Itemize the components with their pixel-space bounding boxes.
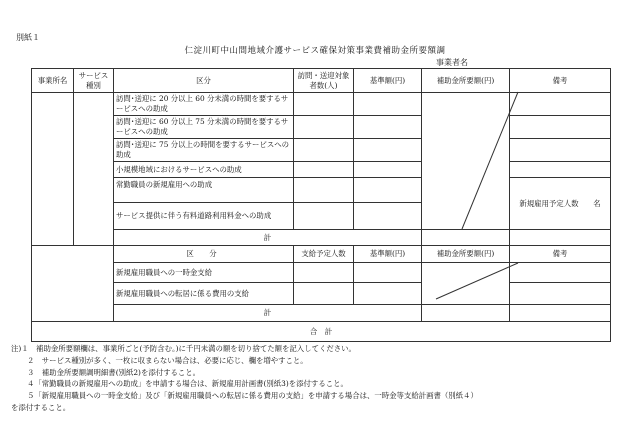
- target-count-cell[interactable]: [294, 116, 354, 139]
- subtotal-row-2: [32, 305, 611, 322]
- subtotal-remarks-cell[interactable]: [510, 230, 611, 246]
- row-label: 新規雇用職員への転居に係る費用の支給: [114, 283, 294, 305]
- note-2: ２ サービス種別が多く、一枚に収まらない場合は、必要に応じ、欄を増やすこと。: [27, 355, 308, 365]
- row-label: 常勤職員の新規雇用への助成: [114, 178, 294, 203]
- row-label: サービス提供に伴う有料道路利用料金への助成: [114, 203, 294, 230]
- table-row: [32, 283, 611, 305]
- blank-merged-cell: [32, 246, 114, 322]
- note-1: 注)１ 補助金所要額欄は、事業所ごと(予防含む。)に千円未満の額を切り捨てた額を記入してください。: [11, 344, 356, 353]
- target-count-cell[interactable]: [294, 139, 354, 162]
- header2-planned-count: 支給予定人数: [294, 246, 354, 263]
- standard-amount-cell[interactable]: [354, 283, 422, 305]
- business-name-label: 事業者名: [436, 58, 468, 67]
- header2-remarks: 備考: [510, 246, 611, 263]
- standard-amount-cell[interactable]: [354, 116, 422, 139]
- note-3: ３ 補助金所要額調明細書(別紙2)を添付すること。: [27, 367, 201, 377]
- standard-amount-cell[interactable]: [354, 203, 422, 230]
- table-header-row: [32, 69, 611, 93]
- target-count-cell[interactable]: [294, 203, 354, 230]
- header-standard-amount: 基準額(円): [354, 69, 422, 93]
- row-label: 訪問･送迎に 60 分以上 75 分未満の時間を要するサービスへの助成: [114, 116, 294, 139]
- header-target-count: 訪問・送迎対象者数(人): [294, 69, 354, 93]
- notes: [11, 343, 478, 414]
- target-count-cell[interactable]: [294, 178, 354, 203]
- table-row: [32, 178, 611, 203]
- remarks-cell[interactable]: [510, 116, 611, 139]
- subtotal2-remarks-cell[interactable]: [510, 305, 611, 322]
- table-row: [32, 116, 611, 139]
- planned-count-cell[interactable]: [294, 283, 354, 305]
- header-service-type: サービス種別: [74, 69, 114, 93]
- remark-new-hire-count: 新規雇用予定人数 名: [510, 178, 611, 230]
- subtotal2-amount-cell[interactable]: [422, 305, 510, 322]
- row-label: 小規模地域におけるサービスへの助成: [114, 162, 294, 178]
- table-row: [32, 139, 611, 162]
- table-row: [32, 93, 611, 116]
- planned-count-cell[interactable]: [294, 263, 354, 283]
- subtotal-amount-cell[interactable]: [422, 230, 510, 246]
- note-5: ５「新規雇用職員への一時金支給」及び「新規雇用職員への転居に係る費用の支給」を申請する場合は、一時金等支給計画書（別紙４）: [27, 391, 478, 401]
- total-row: [32, 322, 611, 342]
- standard-amount-cell[interactable]: [354, 178, 422, 203]
- header2-standard-amount: 基準額(円): [354, 246, 422, 263]
- required-amount-diagonal-cell: [422, 93, 510, 230]
- required-amount-diagonal-cell-2: [422, 263, 510, 305]
- remarks-cell[interactable]: [510, 162, 611, 178]
- row-label: 訪問･送迎に 75 分以上の時間を要するサービスへの助成: [114, 139, 294, 162]
- row-label: 新規雇用職員への一時金支給: [114, 263, 294, 283]
- standard-amount-cell[interactable]: [354, 93, 422, 116]
- office-name-cell[interactable]: [32, 93, 74, 246]
- document-title: 仁淀川町中山間地域介護サービス確保対策事業費補助金所要額調: [184, 46, 446, 56]
- header-office-name: 事業所名: [32, 69, 74, 93]
- header2-required-amount: 補助金所要額(円): [422, 246, 510, 263]
- service-type-cell[interactable]: [74, 93, 114, 246]
- header-remarks: 備考: [510, 69, 611, 93]
- total-label: 合 計: [32, 322, 611, 342]
- remarks-cell[interactable]: [510, 283, 611, 305]
- header2-category: 区 分: [114, 246, 294, 263]
- target-count-cell[interactable]: [294, 93, 354, 116]
- header-category: 区分: [114, 69, 294, 93]
- standard-amount-cell[interactable]: [354, 162, 422, 178]
- remarks-cell[interactable]: [510, 93, 611, 116]
- table-row: [32, 263, 611, 283]
- standard-amount-cell[interactable]: [354, 139, 422, 162]
- remarks-cell[interactable]: [510, 139, 611, 162]
- note-5-continued: を添付すること。: [11, 402, 71, 412]
- table-header-row-2: [32, 246, 611, 263]
- table-row: [32, 162, 611, 178]
- subtotal2-label: 計: [114, 305, 422, 322]
- subtotal-label: 計: [114, 230, 422, 246]
- row-label: 訪問･送迎に 20 分以上 60 分未満の時間を要するサービスへの助成: [114, 93, 294, 116]
- document-label: 別紙１: [16, 33, 40, 42]
- header-required-amount: 補助金所要額(円): [422, 69, 510, 93]
- subtotal-row: [32, 230, 611, 246]
- remarks-cell[interactable]: [510, 263, 611, 283]
- subsidy-table: [31, 68, 611, 342]
- note-4: ４「常勤職員の新規雇用への助成」を申請する場合は、新規雇用計画書(別紙3)を添付すること。: [27, 379, 348, 389]
- target-count-cell[interactable]: [294, 162, 354, 178]
- standard-amount-cell[interactable]: [354, 263, 422, 283]
